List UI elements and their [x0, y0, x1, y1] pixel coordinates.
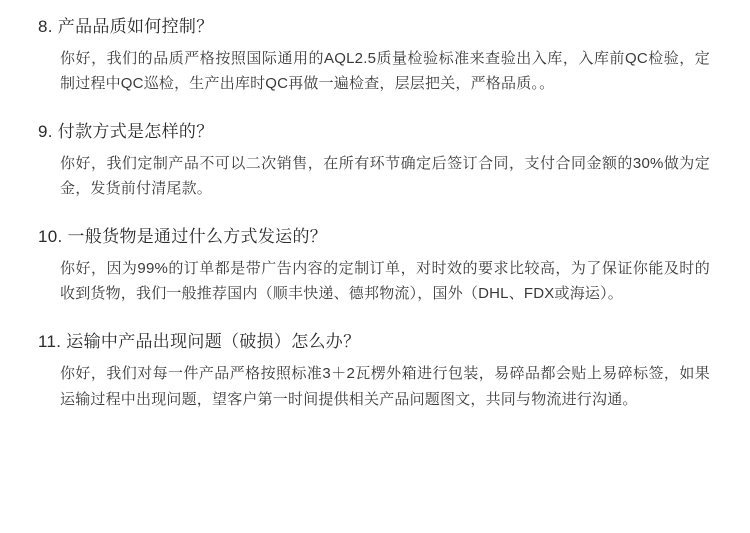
- faq-item: [30, 119, 720, 202]
- faq-item: [30, 224, 720, 307]
- faq-answer: 你好，因为99%的订单都是带广告内容的定制订单，对时效的要求比较高，为了保证你能及时的收到货物，我们一般推荐国内（顺丰快递、德邦物流），国外（DHL、FDX或海运）。: [60, 259, 710, 303]
- faq-question: 8. 产品品质如何控制？: [38, 17, 214, 36]
- faq-question: 9. 付款方式是怎样的？: [38, 122, 214, 142]
- faq-item: [30, 14, 720, 97]
- faq-question: 11. 运输中产品出现问题（破损）怎么办？: [38, 332, 361, 352]
- faq-answer: 你好，我们定制产品不可以二次销售，在所有环节确定后签订合同，支付合同金额的30%做为定金，发货前付清尾款。: [60, 154, 710, 198]
- faq-question: 10. 一般货物是通过什么方式发运的？: [38, 227, 328, 247]
- faq-item: [30, 329, 720, 412]
- faq-answer: 你好，我们的品质严格按照国际通用的AQL2.5质量检验标准来查验出入库，入库前QC检验，定制过程中QC巡检，生产出库时QC再做一遍检查，层层把关，严格品质。。: [60, 49, 710, 93]
- faq-answer: 你好，我们对每一件产品严格按照标准3＋2瓦楞外箱进行包装，易碎品都会贴上易碎标签，如果运输过程中出现问题，望客户第一时间提供相关产品问题图文，共同与物流进行沟通。: [60, 364, 710, 408]
